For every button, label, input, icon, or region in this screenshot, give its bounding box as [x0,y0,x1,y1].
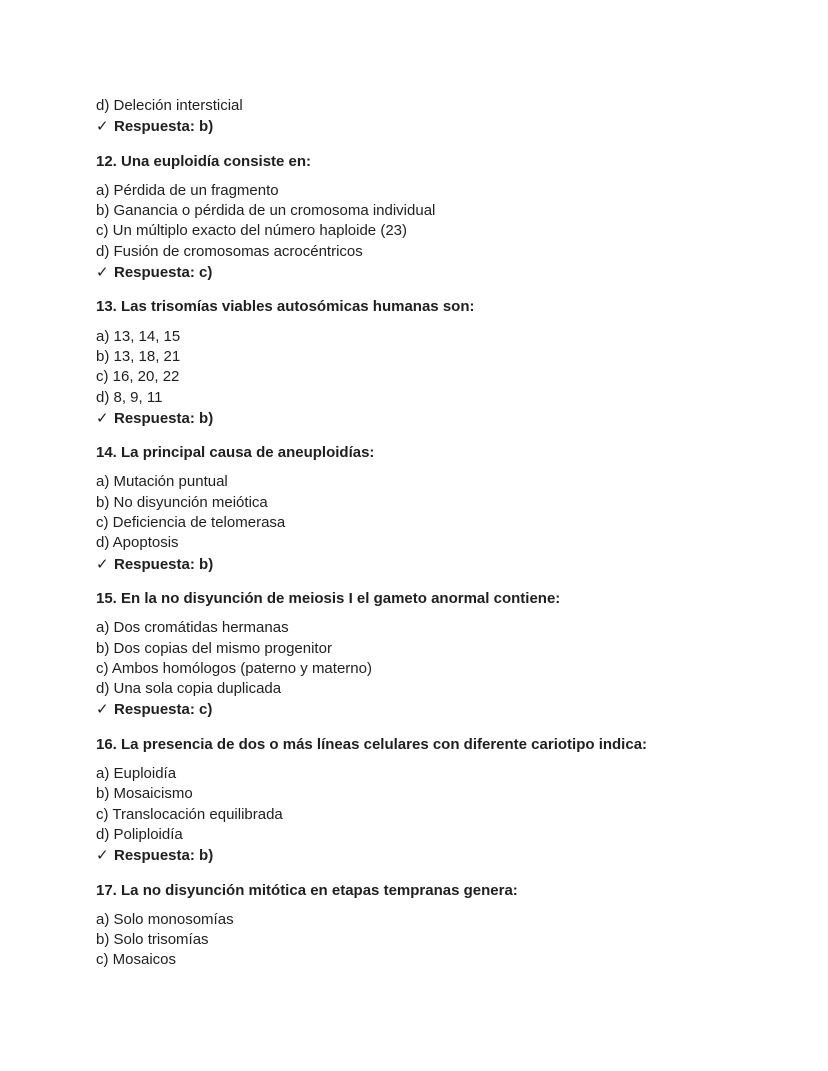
question-title: 16. La presencia de dos o más líneas celulares con diferente cariotipo indica: [96,735,648,753]
answer-text: Respuesta: b) [114,118,214,136]
check-icon: ✓ [96,701,109,719]
question-title: 12. Una euploidía consiste en: [96,152,312,170]
question-16 [96,735,756,867]
option-b: b) No disyunción meiótica [96,493,268,511]
answer-text: Respuesta: b) [114,555,214,573]
answer-line [96,846,756,866]
option-b: b) Mosaicismo [96,785,193,803]
question-title: 13. Las trisomías viables autosómicas humanas son: [96,298,475,316]
question-title: 14. La principal causa de aneuploidías: [96,444,375,462]
answer-text: Respuesta: c) [114,264,213,282]
option-d: d) Poliploidía [96,825,183,843]
option-c: c) Un múltiplo exacto del número haploide (23) [96,222,407,240]
answer-line [96,555,756,575]
option-c: c) Translocación equilibrada [96,805,283,823]
option-c: c) Ambos homólogos (paterno y materno) [96,659,372,677]
option-d: d) Apoptosis [96,534,179,552]
answer-text: Respuesta: b) [114,409,214,427]
answer-line [96,700,756,720]
question-13 [96,297,756,429]
option-a: a) Solo monosomías [96,910,234,928]
answer-text: Respuesta: b) [114,847,214,865]
option-c: c) Deficiencia de telomerasa [96,514,286,532]
answer-line [96,409,756,429]
check-icon: ✓ [96,847,109,865]
question-12 [96,152,756,284]
option-a: a) Euploidía [96,765,177,783]
check-icon: ✓ [96,409,109,427]
check-icon: ✓ [96,555,109,573]
answer-text: Respuesta: c) [114,701,213,719]
question-15 [96,589,756,721]
check-icon: ✓ [96,118,109,136]
check-icon: ✓ [96,264,109,282]
question-14 [96,443,756,575]
question-title: 15. En la no disyunción de meiosis I el gameto anormal contiene: [96,589,561,607]
answer-line [96,263,756,283]
option-a: a) Pérdida de un fragmento [96,181,279,199]
option-d: d) Fusión de cromosomas acrocéntricos [96,242,363,260]
answer-line [96,117,756,137]
option-d: d) Deleción intersticial [96,97,243,114]
question-11-tail [96,96,756,138]
option-c: c) 16, 20, 22 [96,368,180,386]
option-c: c) Mosaicos [96,951,177,969]
option-b: b) Ganancia o pérdida de un cromosoma individual [96,202,436,220]
option-a: a) Dos cromátidas hermanas [96,619,289,637]
option-a: a) Mutación puntual [96,473,228,491]
option-b: b) 13, 18, 21 [96,347,181,365]
document-page [96,96,756,971]
question-17 [96,881,756,971]
question-title: 17. La no disyunción mitótica en etapas tempranas genera: [96,881,518,899]
option-b: b) Dos copias del mismo progenitor [96,639,332,657]
option-d: d) 8, 9, 11 [96,388,163,406]
option-d: d) Una sola copia duplicada [96,680,282,698]
option-b: b) Solo trisomías [96,931,209,949]
option-a: a) 13, 14, 15 [96,327,181,345]
